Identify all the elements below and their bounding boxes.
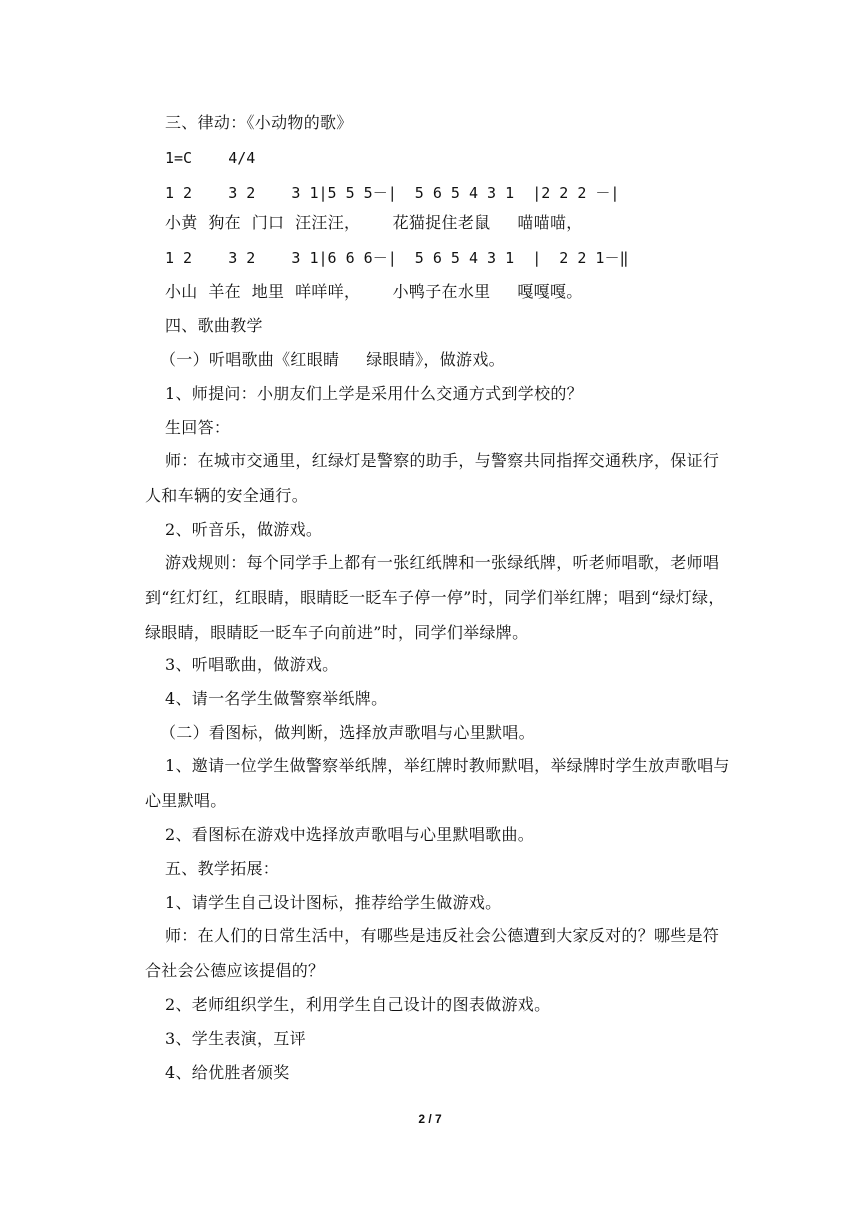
part1-title: （一）听唱歌曲《红眼睛 绿眼睛》，做游戏。 [160,350,505,369]
lyrics-line-1: 小黄 狗在 门口 汪汪汪， 花猫捉住老鼠 喵喵喵， [165,213,583,232]
extension-step-4: 4、给优胜者颁奖 [165,1063,290,1082]
key-time-signature: 1=C 4/4 [165,149,256,167]
part2-step-2: 2、看图标在游戏中选择放声歌唱与心里默唱歌曲。 [165,825,535,844]
page-number: 2 / 7 [418,1112,442,1126]
extension-step-1: 1、请学生自己设计图标，推荐给学生做游戏。 [165,893,502,912]
lyrics-line-2: 小山 羊在 地里 咩咩咩， 小鸭子在水里 嘎嘎嘎。 [165,282,583,301]
notation-line-1: 1 2 3 2 3 1|5 5 5－| 5 6 5 4 3 1 |2 2 2 －| [165,184,620,202]
step-2: 2、听音乐，做游戏。 [165,520,323,539]
extension-step-3: 3、学生表演，互评 [165,1029,306,1048]
part2-title: （二）看图标，做判断，选择放声歌唱与心里默唱。 [160,723,535,742]
section4-heading: 四、歌曲教学 [165,316,263,335]
step-4: 4、请一名学生做警察举纸牌。 [165,689,388,708]
step-3: 3、听唱歌曲，做游戏。 [165,655,339,674]
extension-step-2: 2、老师组织学生，利用学生自己设计的图表做游戏。 [165,995,551,1014]
section5-heading: 五、教学拓展： [165,859,280,878]
game-rules: 游戏规则：每个同学手上都有一张红纸牌和一张绿纸牌，听老师唱歌，老师唱到“红灯红，红眼睛，眼睛眨一眨车子停一停”时，同学们举红牌；唱到“绿灯绿，绿眼睛，眼睛眨一眨车子向前进”时，同学们举绿牌。 [145,553,725,642]
teacher-paragraph-2: 师：在人们的日常生活中，有哪些是违反社会公德遭到大家反对的？哪些是符合社会公德应该提倡的？ [145,926,720,980]
part2-step-1: 1、邀请一位学生做警察举纸牌，举红牌时教师默唱，举绿牌时学生放声歌唱与心里默唱。 [145,756,730,810]
teacher-paragraph-1: 师：在城市交通里，红绿灯是警察的助手，与警察共同指挥交通秩序，保证行人和车辆的安全通行。 [145,451,720,505]
student-answer: 生回答： [165,418,231,437]
section3-heading: 三、律动：《小动物的歌》 [165,113,353,132]
teacher-question-1: 1、师提问：小朋友们上学是采用什么交通方式到学校的？ [165,384,583,403]
notation-line-2: 1 2 3 2 3 1|6 6 6－| 5 6 5 4 3 1 | 2 2 1－‖ [165,249,629,267]
